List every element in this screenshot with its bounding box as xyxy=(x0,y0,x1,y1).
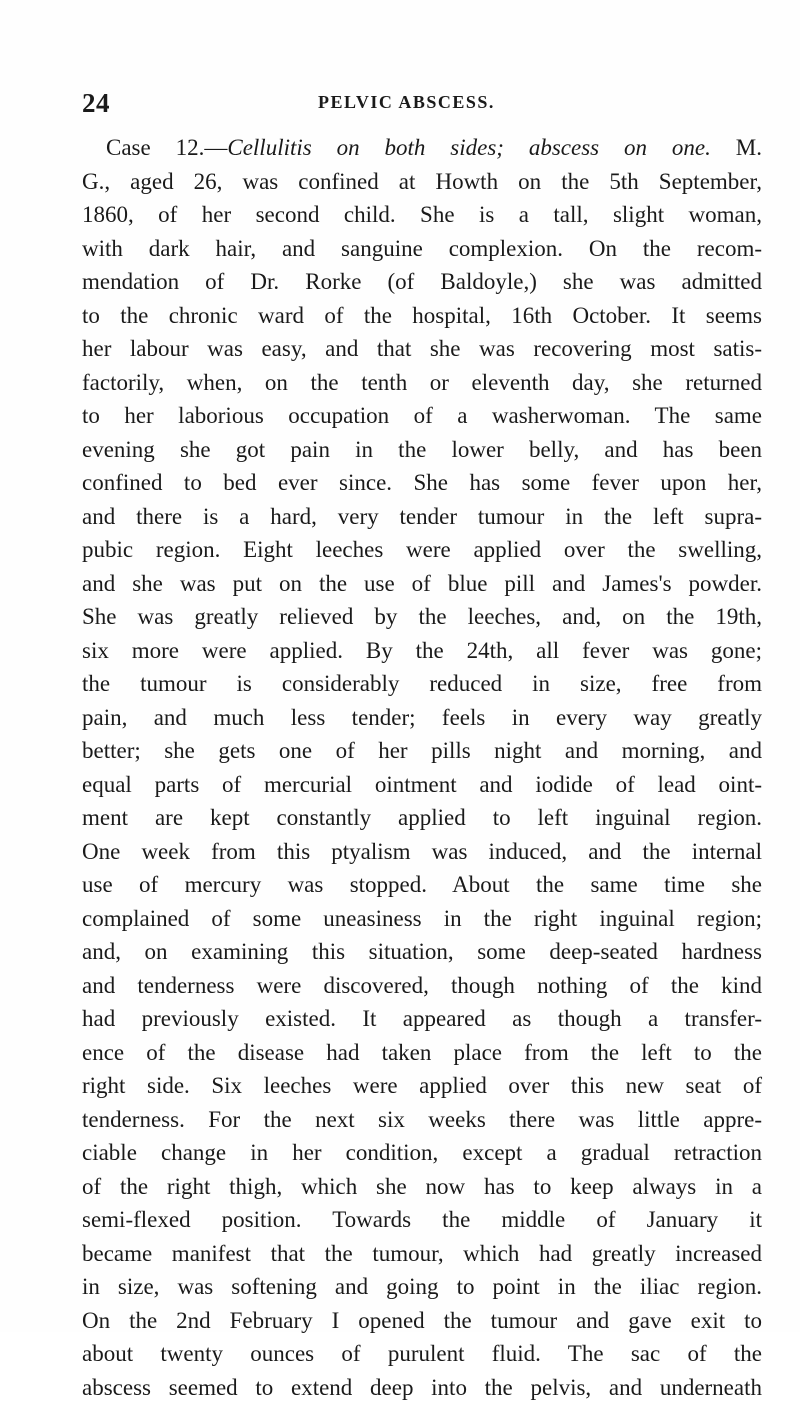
text-line: equal parts of mercurial ointment and iodide of lead oint- xyxy=(82,768,762,802)
paragraph-lines xyxy=(82,165,762,1404)
text-line: pain, and much less tender; feels in every way greatly xyxy=(82,701,762,735)
text-line: mendation of Dr. Rorke (of Baldoyle,) she was admitted xyxy=(82,265,762,299)
text-line: evening she got pain in the lower belly, and has been xyxy=(82,433,762,467)
text-line: her labour was easy, and that she was recovering most satis- xyxy=(82,332,762,366)
text-line: became manifest that the tumour, which had greatly increased xyxy=(82,1237,762,1271)
case-label: Case 12.— xyxy=(106,135,227,160)
text-line: pubic region. Eight leeches were applied over the swelling, xyxy=(82,533,762,567)
text-line: complained of some uneasiness in the right inguinal region; xyxy=(82,902,762,936)
text-line: had previously existed. It appeared as though a transfer- xyxy=(82,1002,762,1036)
text-line: semi-flexed position. Towards the middle of January it xyxy=(82,1203,762,1237)
text-line: tenderness. For the next six weeks there was little appre- xyxy=(82,1103,762,1137)
text-line: right side. Six leeches were applied over this new seat of xyxy=(82,1069,762,1103)
text-line: and there is a hard, very tender tumour in the left supra- xyxy=(82,500,762,534)
text-line: of the right thigh, which she now has to keep always in a xyxy=(82,1170,762,1204)
text-line: One week from this ptyalism was induced, and the internal xyxy=(82,835,762,869)
text-line: to the chronic ward of the hospital, 16th October. It seems xyxy=(82,299,762,333)
text-line: ence of the disease had taken place from the left to the xyxy=(82,1036,762,1070)
text-line: use of mercury was stopped. About the same time she xyxy=(82,868,762,902)
text-line: with dark hair, and sanguine complexion. On the recom- xyxy=(82,232,762,266)
text-line: On the 2nd February I opened the tumour and gave exit to xyxy=(82,1304,762,1338)
text-line: ment are kept constantly applied to left inguinal region. xyxy=(82,801,762,835)
text-line: about twenty ounces of purulent fluid. The sac of the xyxy=(82,1337,762,1371)
text-line: to her laborious occupation of a washerwoman. The same xyxy=(82,399,762,433)
text-line: ciable change in her condition, except a gradual retraction xyxy=(82,1136,762,1170)
case-title: Cellulitis on both sides; abscess on one. xyxy=(227,135,711,160)
text-line: and tenderness were discovered, though nothing of the kind xyxy=(82,969,762,1003)
text-line: and, on examining this situation, some deep-seated hardness xyxy=(82,935,762,969)
text-line: She was greatly relieved by the leeches, and, on the 19th, xyxy=(82,600,762,634)
page-header xyxy=(82,88,762,118)
text-line: abscess seemed to extend deep into the pelvis, and underneath xyxy=(82,1371,762,1404)
text-line: better; she gets one of her pills night and morning, and xyxy=(82,734,762,768)
text-line: factorily, when, on the tenth or eleventh day, she returned xyxy=(82,366,762,400)
case-first-line-rest: M. xyxy=(736,135,762,160)
case-text xyxy=(82,131,762,1404)
text-line: in size, was softening and going to point in the iliac region. xyxy=(82,1270,762,1304)
case-first-line xyxy=(82,131,762,165)
page-number: 24 xyxy=(82,88,110,119)
text-line: G., aged 26, was confined at Howth on the 5th September, xyxy=(82,165,762,199)
text-line: 1860, of her second child. She is a tall, slight woman, xyxy=(82,198,762,232)
text-line: and she was put on the use of blue pill and James's powder. xyxy=(82,567,762,601)
text-line: six more were applied. By the 24th, all fever was gone; xyxy=(82,634,762,668)
running-head: PELVIC ABSCESS. xyxy=(318,92,495,113)
text-line: confined to bed ever since. She has some fever upon her, xyxy=(82,466,762,500)
text-line: the tumour is considerably reduced in size, free from xyxy=(82,667,762,701)
